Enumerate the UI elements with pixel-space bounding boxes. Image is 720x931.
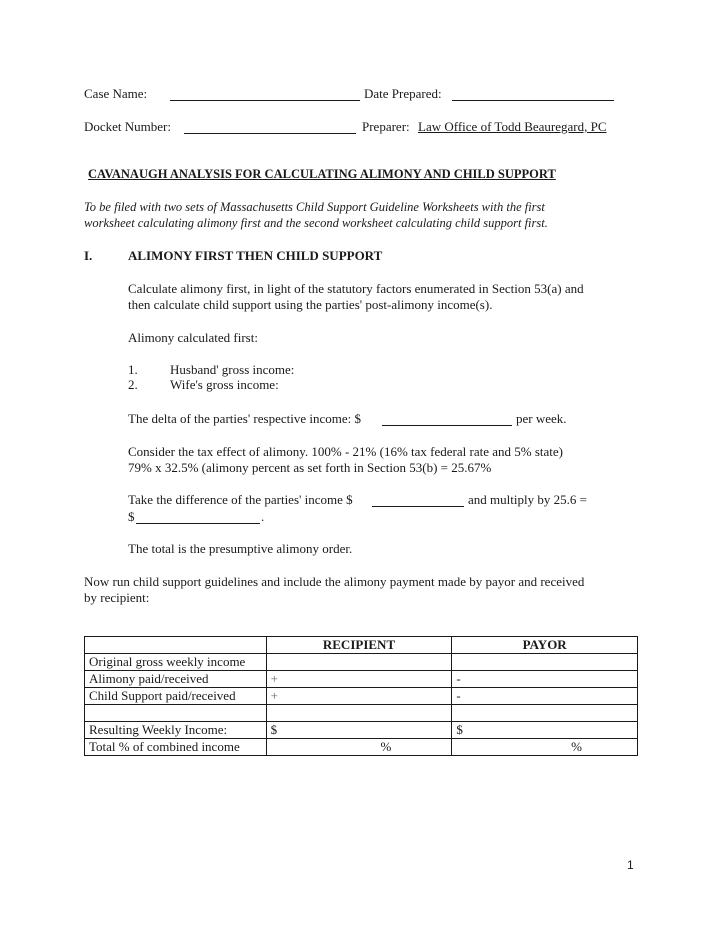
table-row	[85, 705, 638, 722]
section-para1-line2: then calculate child support using the parties' post-alimony income(s).	[128, 297, 493, 312]
row-label	[85, 705, 267, 722]
table-row	[85, 654, 638, 671]
table-row	[85, 722, 638, 739]
recipient-cell[interactable]	[266, 705, 452, 722]
list-item-number: 2.	[128, 377, 138, 392]
section-heading: ALIMONY FIRST THEN CHILD SUPPORT	[128, 248, 383, 263]
difference-suffix: and multiply by 25.6 =	[468, 492, 587, 507]
child-support-intro-line-1: Now run child support guidelines and include the alimony payment made by payor and received	[84, 574, 585, 589]
child-support-intro-line-2: by recipient:	[84, 590, 150, 605]
difference-field[interactable]	[372, 506, 464, 507]
wife-gross-income-label: Wife's gross income:	[170, 377, 279, 392]
payor-cell[interactable]: -	[452, 688, 638, 705]
row-label: Total % of combined income	[85, 739, 267, 756]
row-label: Original gross weekly income	[85, 654, 267, 671]
section-numeral: I.	[84, 248, 93, 263]
alimony-first-label: Alimony calculated first:	[128, 330, 258, 345]
recipient-cell[interactable]	[266, 654, 452, 671]
result-period: .	[261, 509, 265, 524]
tax-effect-line-1: Consider the tax effect of alimony. 100% - 21% (16% tax federal rate and 5% state)	[128, 444, 563, 459]
intro-line-2: worksheet calculating alimony first and the second worksheet calculating child support first.	[84, 216, 548, 230]
income-table	[84, 636, 638, 756]
docket-number-label: Docket Number:	[84, 119, 172, 134]
table-row	[85, 688, 638, 705]
result-dollar-sign: $	[128, 509, 135, 524]
case-name-label: Case Name:	[84, 86, 148, 101]
recipient-column-header: RECIPIENT	[266, 637, 452, 654]
payor-cell[interactable]: $	[452, 722, 638, 739]
delta-field[interactable]	[382, 425, 512, 426]
result-field[interactable]	[136, 523, 260, 524]
payor-cell[interactable]	[452, 705, 638, 722]
table-header-blank	[85, 637, 267, 654]
row-label: Alimony paid/received	[85, 671, 267, 688]
document-title: CAVANAUGH ANALYSIS FOR CALCULATING ALIMONY AND CHILD SUPPORT	[88, 167, 556, 181]
recipient-cell[interactable]: $	[266, 722, 452, 739]
tax-effect-line-2: 79% x 32.5% (alimony percent as set forth in Section 53(b) = 25.67%	[128, 460, 492, 475]
date-prepared-field[interactable]	[452, 100, 614, 101]
total-presumptive-line: The total is the presumptive alimony order.	[128, 541, 353, 556]
docket-number-field[interactable]	[184, 133, 356, 134]
row-label: Child Support paid/received	[85, 688, 267, 705]
recipient-cell[interactable]: +	[266, 688, 452, 705]
payor-cell[interactable]: %	[452, 739, 638, 756]
difference-label: Take the difference of the parties' income $	[128, 492, 353, 507]
page-number: 1	[627, 858, 634, 872]
preparer-label: Preparer:	[362, 119, 410, 134]
delta-label: The delta of the parties' respective income: $	[128, 411, 361, 426]
case-name-field[interactable]	[170, 100, 360, 101]
payor-cell[interactable]: -	[452, 671, 638, 688]
table-row	[85, 739, 638, 756]
table-header-row	[85, 637, 638, 654]
table-row	[85, 671, 638, 688]
husband-gross-income-label: Husband' gross income:	[170, 362, 295, 377]
delta-suffix: per week.	[516, 411, 567, 426]
list-item-number: 1.	[128, 362, 138, 377]
preparer-value: Law Office of Todd Beauregard, PC	[418, 119, 607, 134]
row-label: Resulting Weekly Income:	[85, 722, 267, 739]
recipient-cell[interactable]: +	[266, 671, 452, 688]
date-prepared-label: Date Prepared:	[364, 86, 442, 101]
intro-line-1: To be filed with two sets of Massachusetts Child Support Guideline Worksheets with the first	[84, 200, 545, 214]
payor-column-header: PAYOR	[452, 637, 638, 654]
section-para1-line1: Calculate alimony first, in light of the statutory factors enumerated in Section 53(a) and	[128, 281, 584, 296]
payor-cell[interactable]	[452, 654, 638, 671]
recipient-cell[interactable]: %	[266, 739, 452, 756]
